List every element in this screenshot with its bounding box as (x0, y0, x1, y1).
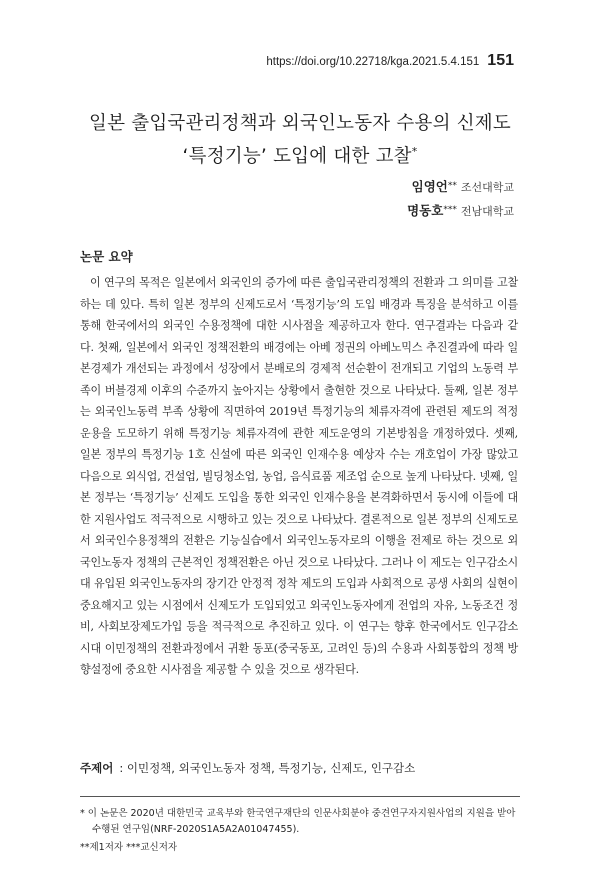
doi-link[interactable]: https://doi.org/10.22718/kga.2021.5.4.151 (266, 56, 480, 68)
abstract-heading: 논문 요약 (80, 249, 133, 264)
author-2-name: 명동호 (407, 203, 444, 218)
author-2-mark: *** (443, 205, 457, 215)
title-footnote-mark: * (411, 145, 418, 158)
author-2-affiliation: 전남대학교 (460, 205, 514, 218)
footnote-funding: * 이 논문은 2020년 대한민국 교육부와 한국연구재단의 인문사회분야 중견연구자지원사업의 지원을 받아 수행된 연구임(NRF-2020S1A5A2A01047455). (80, 808, 516, 835)
title-line-1: 일본 출입국관리정책과 외국인노동자 수용의 신제도 (89, 113, 511, 134)
abstract-body: 이 연구의 목적은 일본에서 외국인의 증가에 따른 출입국관리정책의 전환과 그 의미를 고찰하는 데 있다. 특히 일본 정부의 신제도로서 ‘특정기능’의 도입 배경과 특징을 분석하고 이를 통해 한국에서의 외국인 수용정책에 대한 시사점을 제공하고자 한다. 연구결과는 다음과 같다. 첫째, 일본에서 외국인 정책전환의 배경에는 아베 정권의 아베노믹스 추진결과에 따라 일본경제가 개선되는 과정에서 성장에서 분배로의 경제적 선순환이 전개되고 기업의 노동력 부족이 버블경제 이후의 수준까지 높아지는 상황에서 출현한 것으로 나타났다. 둘째, 일본 정부는 외국인노동력 부족 상황에 직면하여 2019년 특정기능의 체류자격에 관련된 제도의 적정운용을 도모하기 위해 특정기능 체류자격에 관한 제도운영의 기본방침을 개정하였다. 셋째, 일본 정부의 특정기능 1호 신설에 따른 외국인 인재수용 예상자 수는 개호업이 가장 많았고 다음으로 외식업, 건설업, 빌딩청소업, 농업, 음식료품 제조업 순으로 높게 나타났다. 넷째, 일본 정부는 ‘특정기능’ 신제도 도입을 통한 외국인 인재수용을 본격화하면서 동시에 이들에 대한 지원사업도 적극적으로 시행하고 있는 것으로 나타났다. 결론적으로 일본 정부의 신제도로서 외국인수용정책의 전환은 기능실습에서 외국인노동자로의 이행을 전제로 하는 것으로 외국인노동자 정책의 근본적인 정책전환은 아닌 것으로 나타났다. 그러나 이 제도는 인구감소시대 유입된 외국인노동자의 장기간 안정적 정착 제도의 도입과 사회적으로 공생 사회의 실현이 중요해지고 있는 시점에서 신제도가 도입되었고 외국인노동자에게 전업의 자유, 노동조건 정비, 사회보장제도가입 등을 적극적으로 추진하고 있다. 이 연구는 향후 한국에서도 인구감소시대 이민정책의 전환과정에서 귀환 동포(중국동포, 고려인 등)의 수용과 사회통합의 정책 방향설정에 중요한 시사점을 제공할 수 있을 것으로 생각된다. (80, 276, 518, 676)
author-1-mark: ** (447, 181, 457, 191)
footnote-divider (80, 796, 520, 797)
page-number: 151 (487, 52, 514, 69)
running-header (266, 52, 514, 70)
keywords-text: 이민정책, 외국인노동자 정책, 특정기능, 신제도, 인구감소 (126, 761, 416, 775)
author-list (407, 175, 514, 223)
title-line-2-text: ‘특정기능’ 도입에 대한 고찰 (182, 146, 412, 168)
author-1 (407, 175, 514, 199)
footnotes (80, 806, 520, 856)
keywords-label: 주제어 (80, 761, 114, 775)
footnote-authors: **제1저자 ***교신저자 (80, 842, 178, 853)
author-2 (407, 199, 514, 223)
author-1-name: 임영언 (411, 179, 448, 194)
author-1-affiliation: 조선대학교 (460, 181, 514, 194)
paper-title (60, 110, 540, 171)
title-line-2 (60, 138, 540, 171)
keywords-separator: : (119, 761, 124, 775)
keywords (80, 760, 520, 776)
